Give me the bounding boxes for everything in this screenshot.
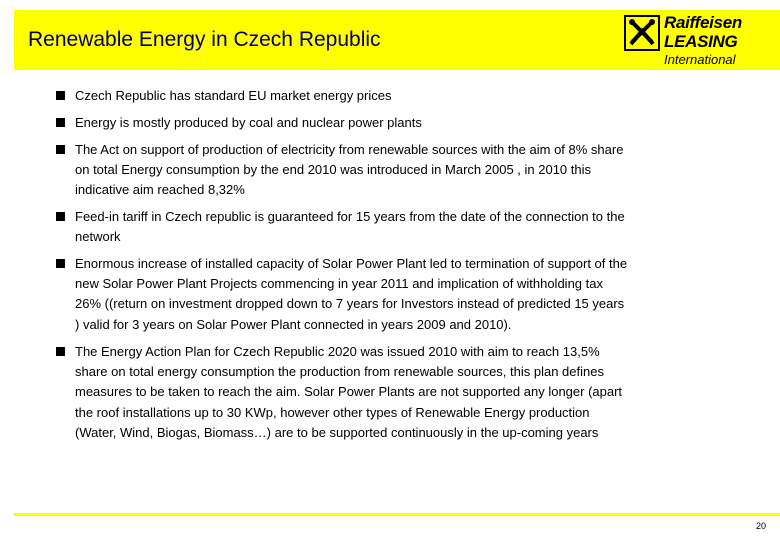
bullet-text (75, 342, 675, 443)
bullet-text (75, 113, 675, 133)
bullet-text-line: on total Energy consumption by the end 2010 was introduced in March 2005 , in 2010 this (75, 162, 591, 178)
bullet-text-line: ) valid for 3 years on Solar Power Plant connected in years 2009 and 2010). (75, 316, 512, 332)
bullet-text-line: Enormous increase of installed capacity of Solar Power Plant led to termination of support of the (75, 256, 628, 271)
logo-brand-line1: Raiffeisen (664, 13, 742, 32)
bullet-square-icon (56, 145, 65, 154)
footer-rule (14, 513, 780, 516)
page-number: 20 (755, 521, 766, 531)
bullet-text-line: network (75, 229, 121, 245)
bullet-text-line: share on total energy consumption the production from renewable sources, this plan defines (75, 364, 604, 380)
bullet-text-line: indicative aim reached 8,32% (75, 182, 245, 198)
bullet-text-line: The Act on support of production of electricity from renewable sources with the aim of 8% share (75, 142, 624, 157)
bullet-square-icon (56, 118, 65, 127)
bullet-text-line: new Solar Power Plant Projects commencing in year 2011 and implication of withholding tax (75, 276, 603, 292)
slide-title: Renewable Energy in Czech Republic (28, 28, 381, 51)
bullet-text-line: the roof installations up to 30 KWp, however other types of Renewable Energy production (75, 404, 590, 420)
bullet-text-line: The Energy Action Plan for Czech Republic 2020 was issued 2010 with aim to reach 13,5% (75, 344, 600, 359)
bullet-text (75, 254, 675, 335)
bullet-text-line: Energy is mostly produced by coal and nuclear power plants (75, 115, 422, 130)
bullet-text-line: Czech Republic has standard EU market energy prices (75, 88, 392, 103)
logo-brand-line3: International (664, 52, 736, 67)
bullet-text-line: 26% ((return on investment dropped down to 7 years for Investors instead of predicted 15 years (75, 296, 625, 312)
bullet-text (75, 207, 675, 247)
bullet-square-icon (56, 91, 65, 100)
bullet-square-icon (56, 259, 65, 268)
logo-brand-line2: LEASING (664, 32, 738, 51)
bullet-square-icon (56, 212, 65, 221)
bullet-text (75, 86, 675, 106)
bullet-text-line: (Water, Wind, Biogas, Biomass…) are to be supported continuously in the up-coming years (75, 424, 599, 440)
bullet-square-icon (56, 347, 65, 356)
bullet-text (75, 140, 675, 201)
bullet-text-line: measures to be taken to reach the aim. Solar Power Plants are not supported any longer (apart (75, 384, 623, 400)
bullet-text-line: Feed-in tariff in Czech republic is guaranteed for 15 years from the date of the connection to the (75, 209, 625, 224)
